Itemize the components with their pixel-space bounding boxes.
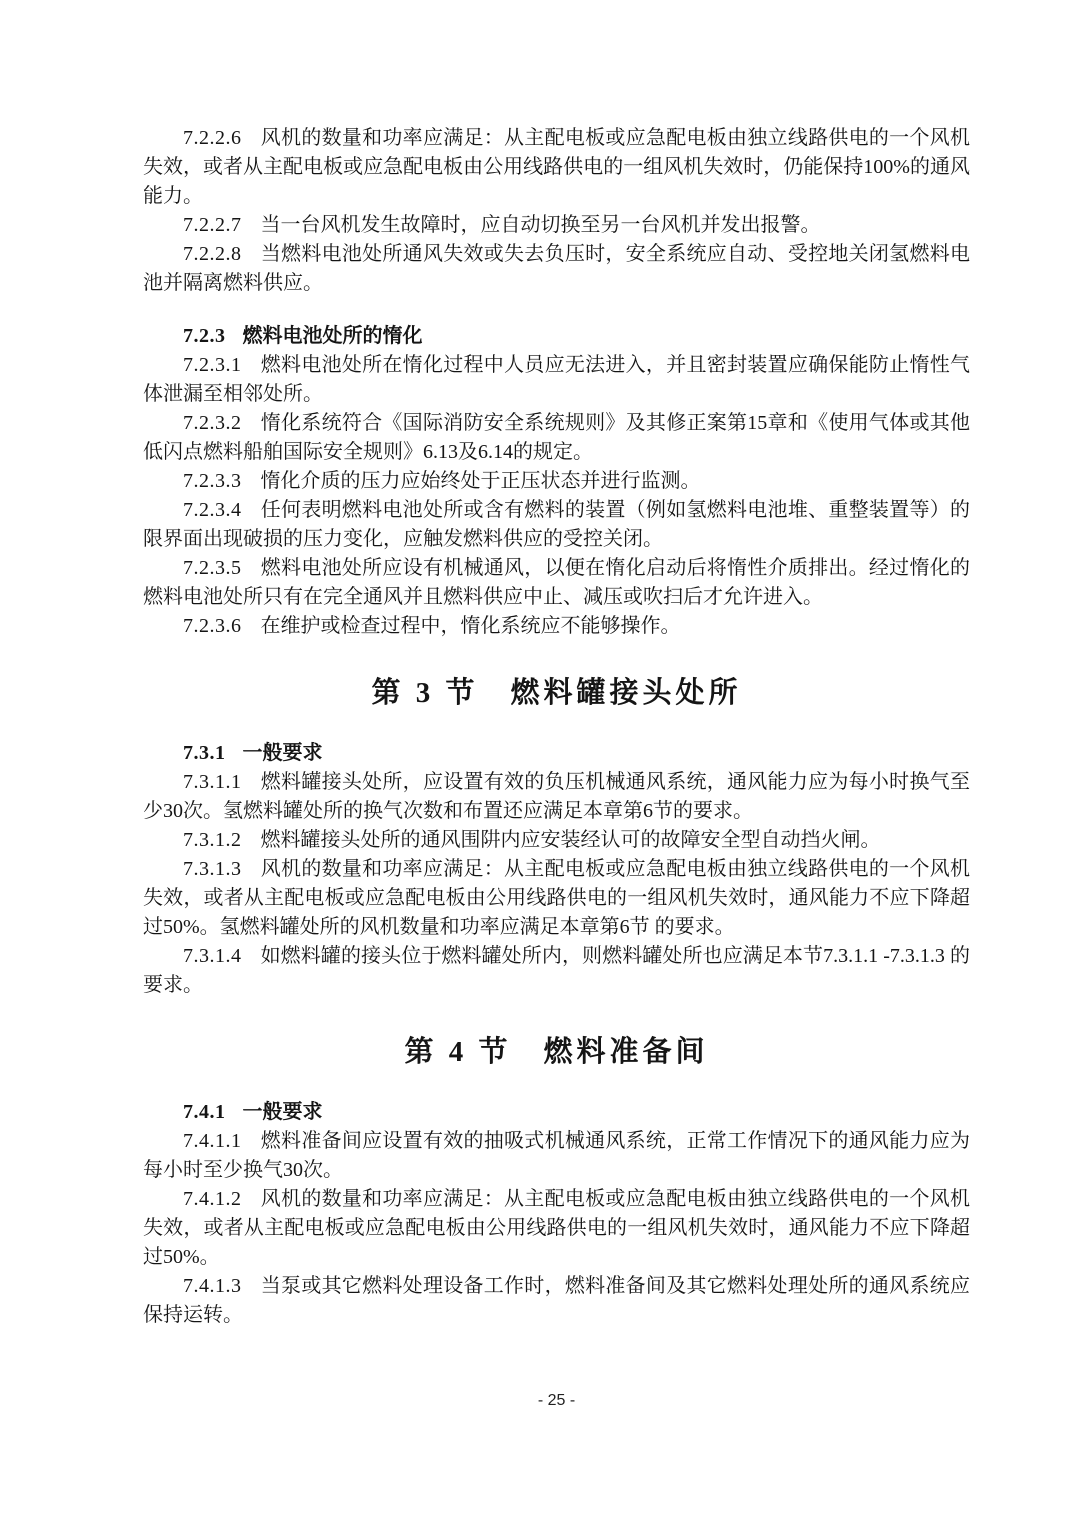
document-body [143,124,970,1330]
subheading-number: 7.2.3 [183,325,226,347]
subheading-7.2.3 [143,322,970,351]
clause-number: 7.2.2.7 [183,214,242,236]
clause-7.3.1.4 [143,942,970,1000]
clause-7.3.1.2 [143,826,970,855]
clause-7.2.2.6 [143,124,970,211]
clause-7.3.1.3 [143,855,970,942]
clause-number: 7.2.3.3 [183,470,242,492]
clause-7.2.3.5 [143,554,970,612]
subheading-text: 燃料电池处所的惰化 [242,325,423,347]
clause-7.2.3.2 [143,409,970,467]
section-name: 燃料罐接头处所 [510,677,742,709]
subheading-text: 一般要求 [242,742,323,764]
subheading-7.3.1 [143,739,970,768]
clause-number: 7.2.3.4 [183,499,242,521]
subheading-number: 7.3.1 [183,742,226,764]
clause-text: 任何表明燃料电池处所或含有燃料的装置（例如氢燃料电池堆、重整装置等）的限界面出现破损的压力变化，应触发燃料供应的受控关闭。 [143,499,970,550]
clause-number: 7.3.1.4 [183,945,242,967]
clause-text: 风机的数量和功率应满足：从主配电板或应急配电板由独立线路供电的一个风机失效，或者从主配电板或应急配电板由公用线路供电的一组风机失效时，仍能保持100%的通风能力。 [143,127,970,207]
clause-text: 在维护或检查过程中，惰化系统应不能够操作。 [260,615,681,637]
clause-7.2.3.1 [143,351,970,409]
clause-text: 燃料电池处所在惰化过程中人员应无法进入，并且密封装置应确保能防止惰性气体泄漏至相邻处所。 [143,354,970,405]
clause-number: 7.2.3.1 [183,354,242,376]
clause-7.2.3.6 [143,612,970,641]
clause-number: 7.2.3.6 [183,615,242,637]
clause-text: 惰化介质的压力应始终处于正压状态并进行监测。 [260,470,701,492]
clause-7.4.1.1 [143,1127,970,1185]
clause-number: 7.2.2.8 [183,243,242,265]
clause-number: 7.3.1.1 [183,771,242,793]
subheading-7.4.1 [143,1098,970,1127]
clause-number: 7.2.3.2 [183,412,242,434]
clause-number: 7.4.1.2 [183,1188,242,1210]
clause-text: 当泵或其它燃料处理设备工作时，燃料准备间及其它燃料处理处所的通风系统应保持运转。 [143,1275,970,1326]
subheading-number: 7.4.1 [183,1101,226,1123]
clause-number: 7.3.1.3 [183,858,242,880]
clause-7.2.3.4 [143,496,970,554]
clause-7.2.2.8 [143,240,970,298]
clause-7.4.1.3 [143,1272,970,1330]
clause-text: 惰化系统符合《国际消防安全系统规则》及其修正案第15章和《使用气体或其他低闪点燃料船舶国际安全规则》6.13及6.14的规定。 [143,412,970,463]
clause-text: 燃料准备间应设置有效的抽吸式机械通风系统，正常工作情况下的通风能力应为每小时至少换气30次。 [143,1130,970,1181]
section-3-heading [143,671,970,715]
subheading-text: 一般要求 [242,1101,323,1123]
clause-7.2.2.7 [143,211,970,240]
clause-text: 当一台风机发生故障时，应自动切换至另一台风机并发出报警。 [260,214,821,236]
clause-text: 燃料罐接头处所的通风围阱内应安装经认可的故障安全型自动挡火闸。 [260,829,881,851]
clause-text: 如燃料罐的接头位于燃料罐处所内，则燃料罐处所也应满足本节7.3.1.1 -7.3.1.3 的要求。 [143,945,970,996]
clause-text: 风机的数量和功率应满足：从主配电板或应急配电板由独立线路供电的一个风机失效，或者从主配电板或应急配电板由公用线路供电的一组风机失效时，通风能力不应下降超过50%。氢燃料罐处所的风机数量和功率应满足本章第6节 的要求。 [143,858,970,938]
clause-number: 7.2.2.6 [183,127,242,149]
clause-number: 7.4.1.3 [183,1275,242,1297]
clause-number: 7.4.1.1 [183,1130,242,1152]
clause-text: 当燃料电池处所通风失效或失去负压时，安全系统应自动、受控地关闭氢燃料电池并隔离燃料供应。 [143,243,970,294]
clause-7.4.1.2 [143,1185,970,1272]
clause-number: 7.2.3.5 [183,557,242,579]
clause-text: 燃料罐接头处所，应设置有效的负压机械通风系统，通风能力应为每小时换气至少30次。氢燃料罐处所的换气次数和布置还应满足本章第6节的要求。 [143,771,970,822]
section-number: 第 4 节 [404,1036,512,1068]
section-number: 第 3 节 [371,677,479,709]
section-name: 燃料准备间 [543,1036,709,1068]
clause-text: 燃料电池处所应设有机械通风，以便在惰化启动后将惰性介质排出。经过惰化的燃料电池处所只有在完全通风并且燃料供应中止、减压或吹扫后才允许进入。 [143,557,970,608]
page-number: - 25 - [537,1392,576,1409]
clause-text: 风机的数量和功率应满足：从主配电板或应急配电板由独立线路供电的一个风机失效，或者从主配电板或应急配电板由公用线路供电的一组风机失效时，通风能力不应下降超过50%。 [143,1188,970,1268]
clause-number: 7.3.1.2 [183,829,242,851]
clause-7.2.3.3 [143,467,970,496]
page-footer [143,1392,970,1410]
section-4-heading [143,1030,970,1074]
clause-7.3.1.1 [143,768,970,826]
